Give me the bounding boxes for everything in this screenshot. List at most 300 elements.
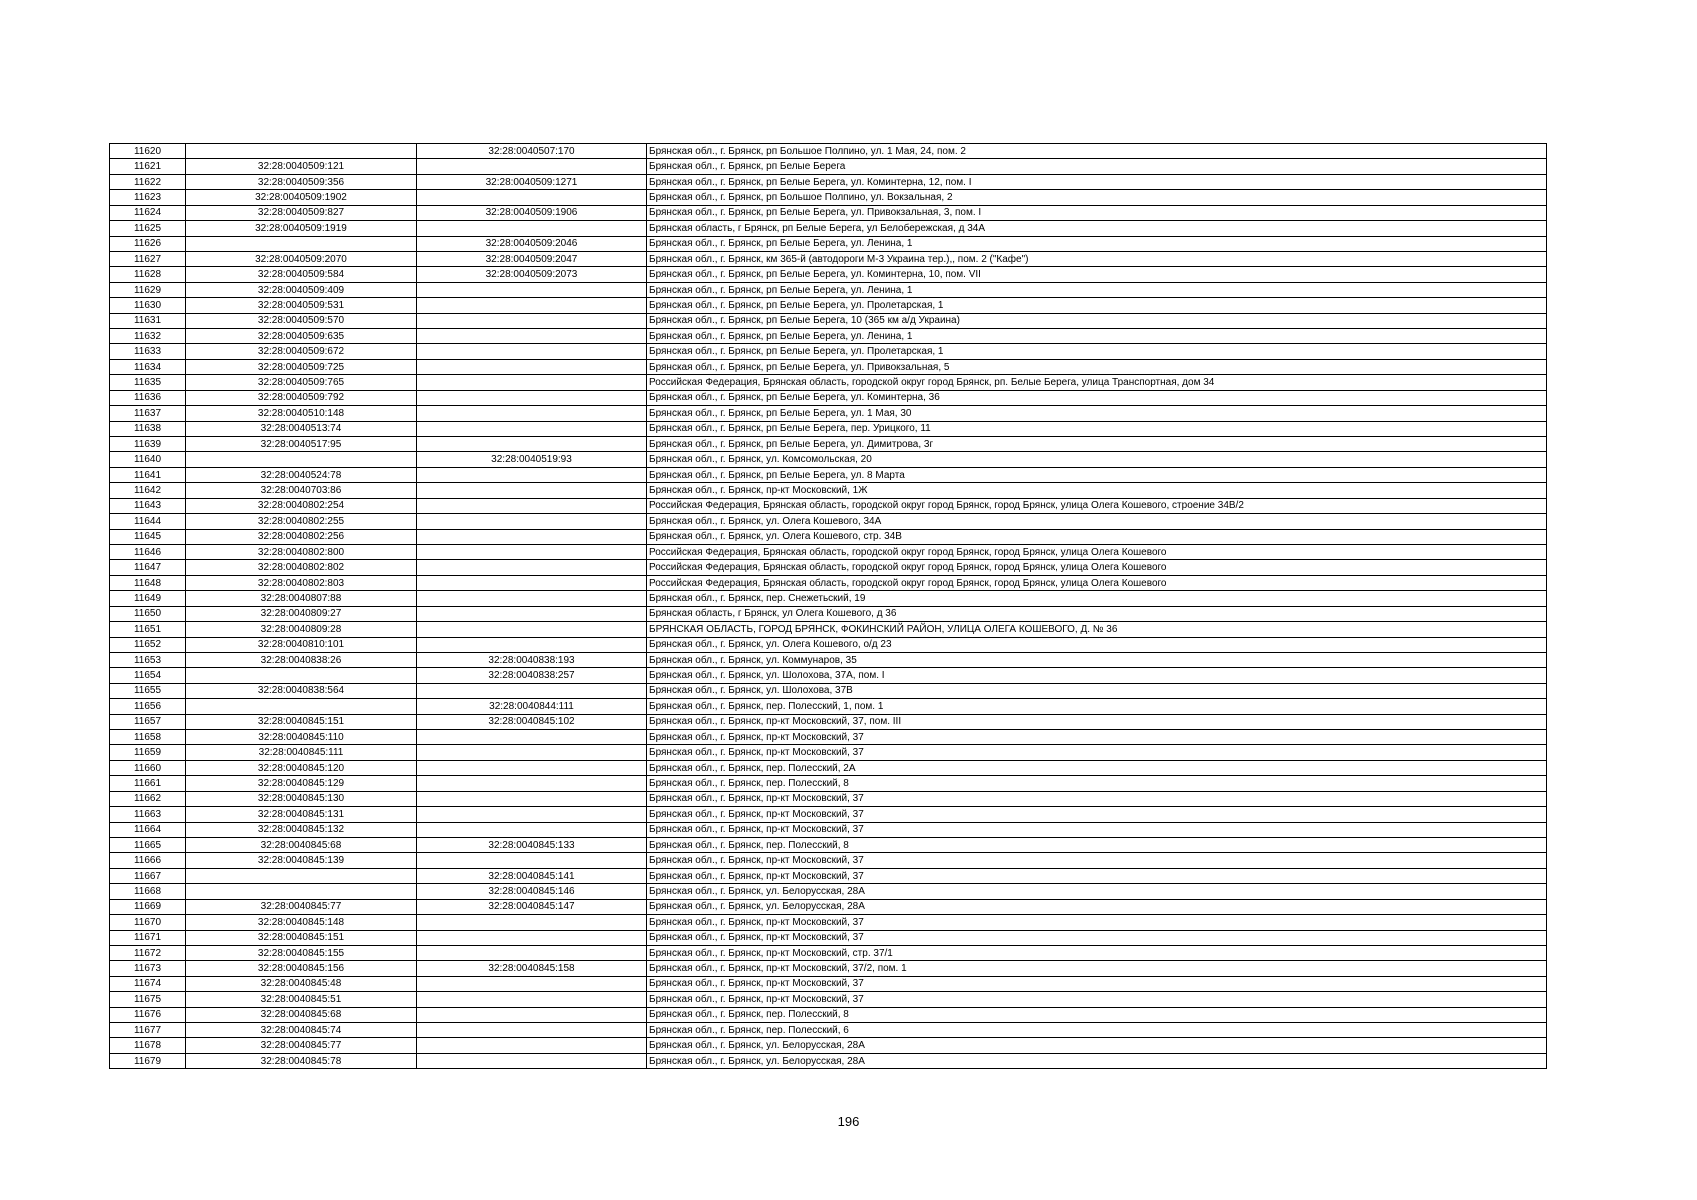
address-cell: Брянская обл., г. Брянск, пер. Полесский, 6 (647, 1023, 1547, 1038)
row-number-cell: 11674 (110, 976, 186, 991)
table-row (110, 1007, 1547, 1022)
table-row (110, 945, 1547, 960)
cadastral-number-cell: 32:28:0040802:803 (186, 575, 417, 590)
address-cell: Брянская обл., г. Брянск, пр-кт Московский, 37 (647, 853, 1547, 868)
cadastral-number-cell: 32:28:0040509:121 (186, 159, 417, 174)
related-cadastral-number-cell (417, 483, 647, 498)
row-number-cell: 11666 (110, 853, 186, 868)
row-number-cell: 11637 (110, 406, 186, 421)
related-cadastral-number-cell: 32:28:0040845:147 (417, 899, 647, 914)
table-row (110, 190, 1547, 205)
table-row (110, 807, 1547, 822)
cadastral-number-cell: 32:28:0040703:86 (186, 483, 417, 498)
row-number-cell: 11663 (110, 807, 186, 822)
related-cadastral-number-cell: 32:28:0040844:111 (417, 699, 647, 714)
related-cadastral-number-cell (417, 514, 647, 529)
address-cell: Брянская обл., г. Брянск, ул. Комсомольская, 20 (647, 452, 1547, 467)
row-number-cell: 11641 (110, 467, 186, 482)
row-number-cell: 11652 (110, 637, 186, 652)
related-cadastral-number-cell (417, 915, 647, 930)
table-row (110, 591, 1547, 606)
table-row (110, 822, 1547, 837)
address-cell: Брянская обл., г. Брянск, рп Белые Берега, пер. Урицкого, 11 (647, 421, 1547, 436)
row-number-cell: 11645 (110, 529, 186, 544)
table-row (110, 452, 1547, 467)
related-cadastral-number-cell (417, 807, 647, 822)
cadastral-number-cell: 32:28:0040509:1919 (186, 221, 417, 236)
cadastral-number-cell: 32:28:0040509:725 (186, 359, 417, 374)
cadastral-number-cell: 32:28:0040845:111 (186, 745, 417, 760)
cadastral-number-cell (186, 452, 417, 467)
cadastral-number-cell: 32:28:0040845:148 (186, 915, 417, 930)
row-number-cell: 11658 (110, 730, 186, 745)
table-row (110, 683, 1547, 698)
row-number-cell: 11677 (110, 1023, 186, 1038)
related-cadastral-number-cell (417, 1023, 647, 1038)
related-cadastral-number-cell (417, 529, 647, 544)
address-cell: Брянская обл., г. Брянск, ул. Олега Кошевого, стр. 34В (647, 529, 1547, 544)
row-number-cell: 11639 (110, 437, 186, 452)
table-row (110, 390, 1547, 405)
table-row (110, 992, 1547, 1007)
related-cadastral-number-cell (417, 945, 647, 960)
address-cell: Брянская обл., г. Брянск, пр-кт Московский, 37 (647, 868, 1547, 883)
related-cadastral-number-cell: 32:28:0040838:257 (417, 668, 647, 683)
table-row (110, 498, 1547, 513)
related-cadastral-number-cell (417, 437, 647, 452)
related-cadastral-number-cell: 32:28:0040507:170 (417, 144, 647, 159)
cadastral-number-cell: 32:28:0040845:48 (186, 976, 417, 991)
cadastral-number-cell: 32:28:0040509:827 (186, 205, 417, 220)
row-number-cell: 11670 (110, 915, 186, 930)
table-row (110, 421, 1547, 436)
related-cadastral-number-cell (417, 375, 647, 390)
row-number-cell: 11648 (110, 575, 186, 590)
cadastral-number-cell (186, 236, 417, 251)
address-cell: Брянская обл., г. Брянск, рп Белые Берега, ул. Ленина, 1 (647, 329, 1547, 344)
cadastral-number-cell: 32:28:0040809:28 (186, 622, 417, 637)
related-cadastral-number-cell: 32:28:0040509:2073 (417, 267, 647, 282)
cadastral-number-cell: 32:28:0040845:68 (186, 1007, 417, 1022)
row-number-cell: 11676 (110, 1007, 186, 1022)
related-cadastral-number-cell (417, 853, 647, 868)
address-cell: БРЯНСКАЯ ОБЛАСТЬ, ГОРОД БРЯНСК, ФОКИНСКИЙ РАЙОН, УЛИЦА ОЛЕГА КОШЕВОГО, Д. № 36 (647, 622, 1547, 637)
address-cell: Брянская обл., г. Брянск, пр-кт Московский, 37 (647, 730, 1547, 745)
address-cell: Брянская обл., г. Брянск, пер. Полесский, 8 (647, 837, 1547, 852)
table-row (110, 560, 1547, 575)
table-row (110, 313, 1547, 328)
related-cadastral-number-cell (417, 390, 647, 405)
table-row (110, 637, 1547, 652)
related-cadastral-number-cell: 32:28:0040845:146 (417, 884, 647, 899)
table-row (110, 298, 1547, 313)
address-cell: Брянская обл., г. Брянск, пр-кт Московский, 37 (647, 791, 1547, 806)
row-number-cell: 11647 (110, 560, 186, 575)
related-cadastral-number-cell (417, 544, 647, 559)
related-cadastral-number-cell: 32:28:0040838:193 (417, 652, 647, 667)
address-cell: Брянская обл., г. Брянск, рп Белые Берега, ул. 8 Марта (647, 467, 1547, 482)
cadastral-number-cell: 32:28:0040845:130 (186, 791, 417, 806)
table-row (110, 359, 1547, 374)
table-row (110, 976, 1547, 991)
cadastral-number-cell (186, 868, 417, 883)
cadastral-number-cell: 32:28:0040509:792 (186, 390, 417, 405)
cadastral-number-cell: 32:28:0040509:409 (186, 282, 417, 297)
table-row (110, 930, 1547, 945)
table-row (110, 251, 1547, 266)
related-cadastral-number-cell (417, 1038, 647, 1053)
related-cadastral-number-cell: 32:28:0040845:141 (417, 868, 647, 883)
table-row (110, 760, 1547, 775)
row-number-cell: 11628 (110, 267, 186, 282)
table-row (110, 329, 1547, 344)
row-number-cell: 11620 (110, 144, 186, 159)
related-cadastral-number-cell (417, 776, 647, 791)
related-cadastral-number-cell (417, 329, 647, 344)
table-row (110, 575, 1547, 590)
cadastral-number-cell: 32:28:0040509:672 (186, 344, 417, 359)
row-number-cell: 11659 (110, 745, 186, 760)
address-cell: Брянская обл., г. Брянск, пр-кт Московский, 37 (647, 745, 1547, 760)
address-cell: Брянская обл., г. Брянск, пр-кт Московский, 37 (647, 930, 1547, 945)
row-number-cell: 11671 (110, 930, 186, 945)
table-row (110, 375, 1547, 390)
row-number-cell: 11636 (110, 390, 186, 405)
address-cell: Брянская обл., г. Брянск, рп Белые Берега, ул. 1 Мая, 30 (647, 406, 1547, 421)
row-number-cell: 11632 (110, 329, 186, 344)
cadastral-number-cell: 32:28:0040845:120 (186, 760, 417, 775)
table-row (110, 961, 1547, 976)
cadastral-number-cell (186, 884, 417, 899)
table-row (110, 915, 1547, 930)
address-cell: Брянская обл., г. Брянск, рп Белые Берега, ул. Коминтерна, 36 (647, 390, 1547, 405)
address-cell: Брянская обл., г. Брянск, пр-кт Московский, 37/2, пом. 1 (647, 961, 1547, 976)
row-number-cell: 11638 (110, 421, 186, 436)
address-cell: Брянская обл., г. Брянск, рп Белые Берега, 10 (365 км а/д Украина) (647, 313, 1547, 328)
related-cadastral-number-cell: 32:28:0040519:93 (417, 452, 647, 467)
address-cell: Брянская обл., г. Брянск, ул. Белорусская, 28А (647, 1038, 1547, 1053)
cadastral-number-cell: 32:28:0040802:255 (186, 514, 417, 529)
cadastral-number-cell: 32:28:0040509:356 (186, 174, 417, 189)
related-cadastral-number-cell (417, 298, 647, 313)
address-cell: Российская Федерация, Брянская область, городской округ город Брянск, город Брянск, улица Олега Кошевого, строение 34В/2 (647, 498, 1547, 513)
table-row (110, 267, 1547, 282)
related-cadastral-number-cell (417, 1053, 647, 1068)
row-number-cell: 11650 (110, 606, 186, 621)
address-cell: Брянская обл., г. Брянск, рп Белые Берега, ул. Димитрова, 3г (647, 437, 1547, 452)
related-cadastral-number-cell (417, 637, 647, 652)
cadastral-number-cell: 32:28:0040845:151 (186, 930, 417, 945)
table-row (110, 776, 1547, 791)
cadastral-number-cell: 32:28:0040509:1902 (186, 190, 417, 205)
row-number-cell: 11654 (110, 668, 186, 683)
row-number-cell: 11667 (110, 868, 186, 883)
address-cell: Брянская обл., г. Брянск, пер. Снежетьский, 19 (647, 591, 1547, 606)
row-number-cell: 11649 (110, 591, 186, 606)
related-cadastral-number-cell (417, 730, 647, 745)
row-number-cell: 11655 (110, 683, 186, 698)
cadastral-number-cell: 32:28:0040845:139 (186, 853, 417, 868)
table-row (110, 699, 1547, 714)
cadastral-number-cell: 32:28:0040845:151 (186, 714, 417, 729)
related-cadastral-number-cell (417, 575, 647, 590)
related-cadastral-number-cell: 32:28:0040509:1271 (417, 174, 647, 189)
address-cell: Брянская обл., г. Брянск, ул. Шолохова, 37В (647, 683, 1547, 698)
row-number-cell: 11661 (110, 776, 186, 791)
table-row (110, 1023, 1547, 1038)
cadastral-number-cell: 32:28:0040509:765 (186, 375, 417, 390)
table-row (110, 606, 1547, 621)
address-cell: Российская Федерация, Брянская область, городской округ город Брянск, рп. Белые Берега, улица Транспортная, дом 34 (647, 375, 1547, 390)
row-number-cell: 11672 (110, 945, 186, 960)
related-cadastral-number-cell: 32:28:0040509:1906 (417, 205, 647, 220)
row-number-cell: 11646 (110, 544, 186, 559)
row-number-cell: 11643 (110, 498, 186, 513)
cadastral-number-cell: 32:28:0040838:564 (186, 683, 417, 698)
address-cell: Брянская обл., г. Брянск, ул. Коммунаров, 35 (647, 652, 1547, 667)
address-cell: Брянская обл., г. Брянск, ул. Белорусская, 28А (647, 884, 1547, 899)
address-cell: Брянская область, г Брянск, рп Белые Берега, ул Белобережская, д 34А (647, 221, 1547, 236)
table-row (110, 437, 1547, 452)
related-cadastral-number-cell (417, 190, 647, 205)
address-cell: Брянская обл., г. Брянск, рп Большое Полпино, ул. Вокзальная, 2 (647, 190, 1547, 205)
cadastral-number-cell: 32:28:0040802:254 (186, 498, 417, 513)
cadastral-number-cell: 32:28:0040845:77 (186, 899, 417, 914)
related-cadastral-number-cell: 32:28:0040845:133 (417, 837, 647, 852)
address-cell: Брянская обл., г. Брянск, пер. Полесский, 2А (647, 760, 1547, 775)
cadastral-number-cell: 32:28:0040509:531 (186, 298, 417, 313)
address-cell: Российская Федерация, Брянская область, городской округ город Брянск, город Брянск, улица Олега Кошевого (647, 544, 1547, 559)
table-row (110, 529, 1547, 544)
row-number-cell: 11635 (110, 375, 186, 390)
row-number-cell: 11633 (110, 344, 186, 359)
cadastral-number-cell: 32:28:0040802:800 (186, 544, 417, 559)
row-number-cell: 11673 (110, 961, 186, 976)
related-cadastral-number-cell (417, 359, 647, 374)
related-cadastral-number-cell (417, 683, 647, 698)
row-number-cell: 11675 (110, 992, 186, 1007)
row-number-cell: 11625 (110, 221, 186, 236)
row-number-cell: 11665 (110, 837, 186, 852)
table-row (110, 406, 1547, 421)
address-cell: Брянская обл., г. Брянск, км 365-й (автодороги М-3 Украина тер.),, пом. 2 ("Кафе") (647, 251, 1547, 266)
registry-table (109, 143, 1547, 1069)
row-number-cell: 11678 (110, 1038, 186, 1053)
row-number-cell: 11634 (110, 359, 186, 374)
address-cell: Брянская обл., г. Брянск, пр-кт Московский, 37 (647, 822, 1547, 837)
cadastral-number-cell: 32:28:0040510:148 (186, 406, 417, 421)
table-row (110, 174, 1547, 189)
row-number-cell: 11621 (110, 159, 186, 174)
cadastral-number-cell: 32:28:0040845:129 (186, 776, 417, 791)
cadastral-number-cell: 32:28:0040845:68 (186, 837, 417, 852)
row-number-cell: 11662 (110, 791, 186, 806)
address-cell: Брянская обл., г. Брянск, рп Белые Берега, ул. Коминтерна, 12, пом. I (647, 174, 1547, 189)
cadastral-number-cell: 32:28:0040802:802 (186, 560, 417, 575)
table-row (110, 1053, 1547, 1068)
cadastral-number-cell (186, 668, 417, 683)
address-cell: Брянская обл., г. Брянск, рп Большое Полпино, ул. 1 Мая, 24, пом. 2 (647, 144, 1547, 159)
address-cell: Брянская обл., г. Брянск, пр-кт Московский, 37 (647, 915, 1547, 930)
row-number-cell: 11629 (110, 282, 186, 297)
table-row (110, 236, 1547, 251)
row-number-cell: 11653 (110, 652, 186, 667)
table-row (110, 1038, 1547, 1053)
related-cadastral-number-cell (417, 159, 647, 174)
address-cell: Брянская обл., г. Брянск, пр-кт Московский, 1Ж (647, 483, 1547, 498)
row-number-cell: 11640 (110, 452, 186, 467)
cadastral-number-cell: 32:28:0040802:256 (186, 529, 417, 544)
address-cell: Брянская обл., г. Брянск, ул. Олега Кошевого, 34А (647, 514, 1547, 529)
related-cadastral-number-cell (417, 313, 647, 328)
related-cadastral-number-cell (417, 421, 647, 436)
related-cadastral-number-cell: 32:28:0040845:158 (417, 961, 647, 976)
cadastral-number-cell (186, 144, 417, 159)
row-number-cell: 11627 (110, 251, 186, 266)
table-row (110, 853, 1547, 868)
row-number-cell: 11668 (110, 884, 186, 899)
registry-table-body (110, 144, 1547, 1069)
cadastral-number-cell: 32:28:0040845:77 (186, 1038, 417, 1053)
cadastral-number-cell: 32:28:0040845:74 (186, 1023, 417, 1038)
related-cadastral-number-cell (417, 282, 647, 297)
related-cadastral-number-cell (417, 406, 647, 421)
related-cadastral-number-cell (417, 606, 647, 621)
address-cell: Брянская обл., г. Брянск, рп Белые Берега, ул. Пролетарская, 1 (647, 298, 1547, 313)
table-row (110, 514, 1547, 529)
address-cell: Брянская обл., г. Брянск, рп Белые Берега (647, 159, 1547, 174)
table-row (110, 899, 1547, 914)
table-row (110, 622, 1547, 637)
table-row (110, 837, 1547, 852)
cadastral-number-cell: 32:28:0040845:131 (186, 807, 417, 822)
cadastral-number-cell: 32:28:0040509:584 (186, 267, 417, 282)
table-row (110, 714, 1547, 729)
address-cell: Брянская обл., г. Брянск, рп Белые Берега, ул. Ленина, 1 (647, 236, 1547, 251)
cadastral-number-cell: 32:28:0040809:27 (186, 606, 417, 621)
address-cell: Брянская обл., г. Брянск, пр-кт Московский, 37 (647, 807, 1547, 822)
related-cadastral-number-cell (417, 560, 647, 575)
related-cadastral-number-cell: 32:28:0040509:2046 (417, 236, 647, 251)
address-cell: Брянская обл., г. Брянск, пр-кт Московский, 37 (647, 976, 1547, 991)
row-number-cell: 11656 (110, 699, 186, 714)
table-row (110, 467, 1547, 482)
table-row (110, 730, 1547, 745)
related-cadastral-number-cell (417, 791, 647, 806)
address-cell: Брянская обл., г. Брянск, рп Белые Берега, ул. Ленина, 1 (647, 282, 1547, 297)
cadastral-number-cell: 32:28:0040509:635 (186, 329, 417, 344)
address-cell: Брянская обл., г. Брянск, пр-кт Московский, стр. 37/1 (647, 945, 1547, 960)
table-row (110, 205, 1547, 220)
address-cell: Российская Федерация, Брянская область, городской округ город Брянск, город Брянск, улица Олега Кошевого (647, 560, 1547, 575)
address-cell: Брянская обл., г. Брянск, рп Белые Берега, ул. Привокзальная, 5 (647, 359, 1547, 374)
row-number-cell: 11679 (110, 1053, 186, 1068)
cadastral-number-cell: 32:28:0040845:51 (186, 992, 417, 1007)
cadastral-number-cell: 32:28:0040807:88 (186, 591, 417, 606)
cadastral-number-cell: 32:28:0040845:155 (186, 945, 417, 960)
related-cadastral-number-cell (417, 498, 647, 513)
row-number-cell: 11624 (110, 205, 186, 220)
address-cell: Брянская обл., г. Брянск, пер. Полесский, 1, пом. 1 (647, 699, 1547, 714)
address-cell: Брянская обл., г. Брянск, рп Белые Берега, ул. Коминтерна, 10, пом. VII (647, 267, 1547, 282)
related-cadastral-number-cell (417, 1007, 647, 1022)
address-cell: Российская Федерация, Брянская область, городской округ город Брянск, город Брянск, улица Олега Кошевого (647, 575, 1547, 590)
address-cell: Брянская обл., г. Брянск, ул. Шолохова, 37А, пом. I (647, 668, 1547, 683)
related-cadastral-number-cell (417, 221, 647, 236)
row-number-cell: 11644 (110, 514, 186, 529)
cadastral-number-cell: 32:28:0040517:95 (186, 437, 417, 452)
table-row (110, 144, 1547, 159)
related-cadastral-number-cell (417, 622, 647, 637)
table-row (110, 868, 1547, 883)
address-cell: Брянская обл., г. Брянск, ул. Олега Кошевого, о/д 23 (647, 637, 1547, 652)
row-number-cell: 11630 (110, 298, 186, 313)
related-cadastral-number-cell (417, 344, 647, 359)
related-cadastral-number-cell (417, 992, 647, 1007)
row-number-cell: 11651 (110, 622, 186, 637)
row-number-cell: 11642 (110, 483, 186, 498)
row-number-cell: 11622 (110, 174, 186, 189)
address-cell: Брянская обл., г. Брянск, рп Белые Берега, ул. Привокзальная, 3, пом. I (647, 205, 1547, 220)
related-cadastral-number-cell (417, 822, 647, 837)
cadastral-number-cell: 32:28:0040513:74 (186, 421, 417, 436)
row-number-cell: 11660 (110, 760, 186, 775)
related-cadastral-number-cell: 32:28:0040509:2047 (417, 251, 647, 266)
address-cell: Брянская область, г Брянск, ул Олега Кошевого, д 36 (647, 606, 1547, 621)
related-cadastral-number-cell: 32:28:0040845:102 (417, 714, 647, 729)
address-cell: Брянская обл., г. Брянск, пр-кт Московский, 37, пом. III (647, 714, 1547, 729)
row-number-cell: 11657 (110, 714, 186, 729)
cadastral-number-cell: 32:28:0040845:156 (186, 961, 417, 976)
cadastral-number-cell: 32:28:0040810:101 (186, 637, 417, 652)
related-cadastral-number-cell (417, 760, 647, 775)
table-row (110, 745, 1547, 760)
related-cadastral-number-cell (417, 467, 647, 482)
row-number-cell: 11631 (110, 313, 186, 328)
cadastral-number-cell: 32:28:0040838:26 (186, 652, 417, 667)
table-row (110, 159, 1547, 174)
address-cell: Брянская обл., г. Брянск, рп Белые Берега, ул. Пролетарская, 1 (647, 344, 1547, 359)
address-cell: Брянская обл., г. Брянск, ул. Белорусская, 28А (647, 1053, 1547, 1068)
table-row (110, 652, 1547, 667)
table-row (110, 884, 1547, 899)
address-cell: Брянская обл., г. Брянск, пер. Полесский, 8 (647, 1007, 1547, 1022)
cadastral-number-cell: 32:28:0040845:132 (186, 822, 417, 837)
row-number-cell: 11664 (110, 822, 186, 837)
address-cell: Брянская обл., г. Брянск, пр-кт Московский, 37 (647, 992, 1547, 1007)
table-row (110, 544, 1547, 559)
address-cell: Брянская обл., г. Брянск, пер. Полесский, 8 (647, 776, 1547, 791)
address-cell: Брянская обл., г. Брянск, ул. Белорусская, 28А (647, 899, 1547, 914)
table-row (110, 668, 1547, 683)
table-row (110, 344, 1547, 359)
cadastral-number-cell: 32:28:0040509:570 (186, 313, 417, 328)
row-number-cell: 11626 (110, 236, 186, 251)
table-row (110, 221, 1547, 236)
cadastral-number-cell: 32:28:0040524:78 (186, 467, 417, 482)
row-number-cell: 11669 (110, 899, 186, 914)
cadastral-number-cell: 32:28:0040845:110 (186, 730, 417, 745)
related-cadastral-number-cell (417, 930, 647, 945)
table-row (110, 791, 1547, 806)
row-number-cell: 11623 (110, 190, 186, 205)
page-number: 196 (837, 1114, 860, 1129)
related-cadastral-number-cell (417, 976, 647, 991)
cadastral-number-cell: 32:28:0040845:78 (186, 1053, 417, 1068)
table-row (110, 483, 1547, 498)
cadastral-number-cell (186, 699, 417, 714)
table-row (110, 282, 1547, 297)
